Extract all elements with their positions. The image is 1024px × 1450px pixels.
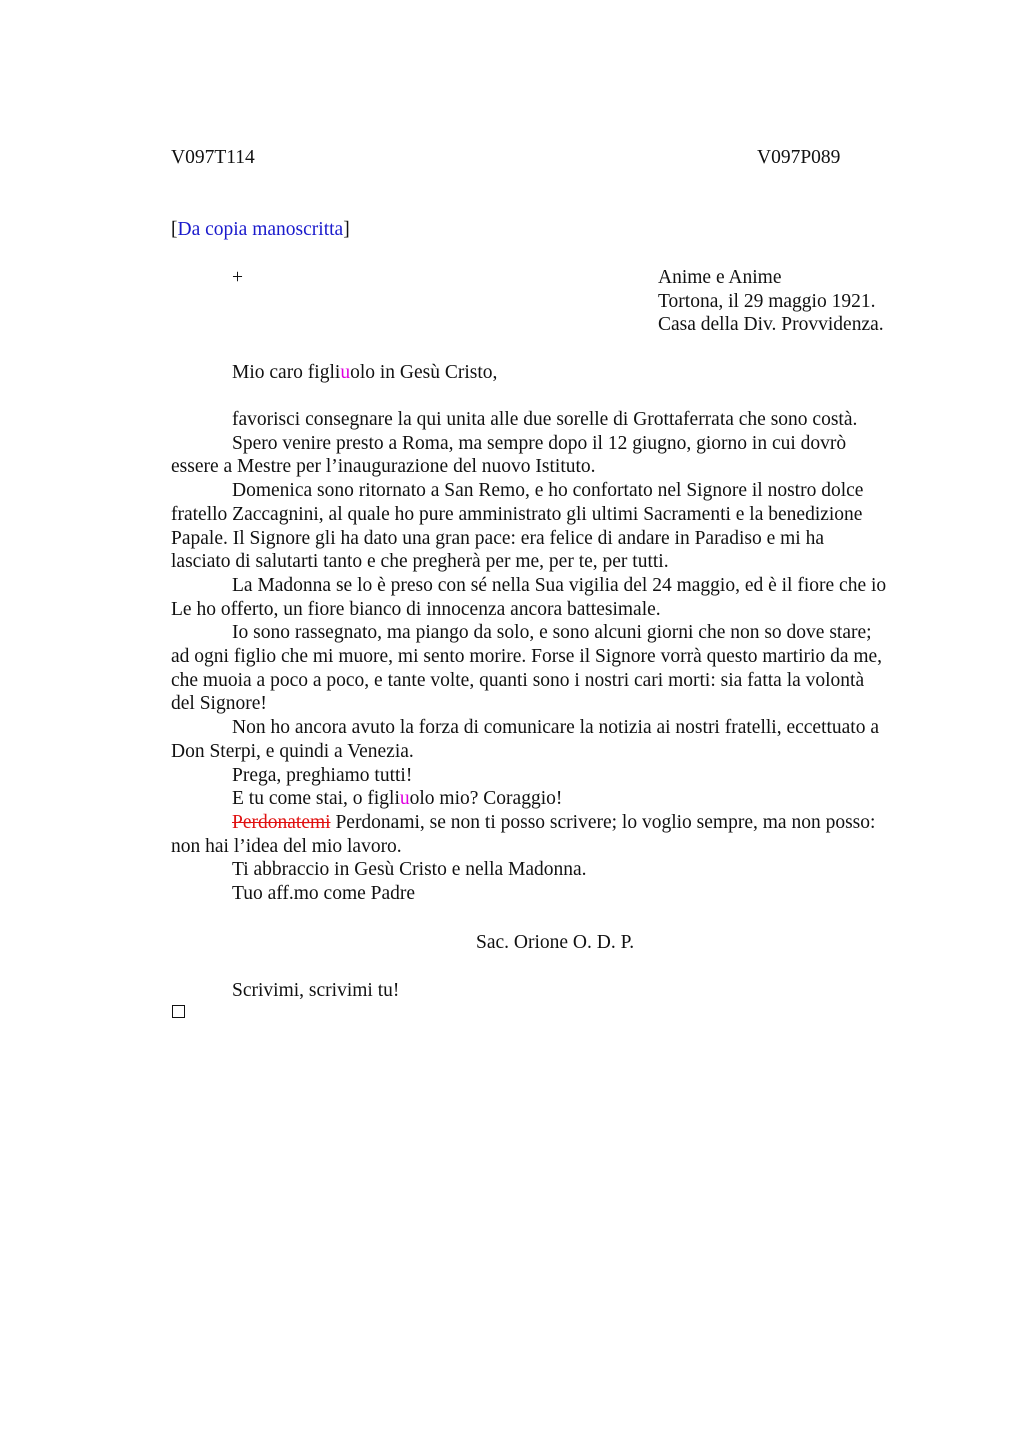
paragraph-3-line-2: fratello Zaccagnini, al quale ho pure amministrato gli ultimi Sacramenti e la benedizione xyxy=(171,503,863,525)
empty-square-icon xyxy=(172,1005,185,1018)
paragraph-5-line-3: che muoia a poco a poco, e tante volte, quanti sono i nostri cari morti: sia fatta la volontà xyxy=(171,669,865,691)
source-note-open-bracket: [ xyxy=(171,219,178,240)
paragraph-9-line-2: non hai l’idea del mio lavoro. xyxy=(171,835,402,857)
source-note xyxy=(171,218,350,242)
paragraph-5-line-1: Io sono rassegnato, ma piango da solo, e sono alcuni giorni che non so dove stare; xyxy=(232,622,872,644)
paragraph-9-struck-word: Perdonatemi xyxy=(232,811,331,833)
source-note-close-bracket: ] xyxy=(343,219,350,240)
header-left-code: V097T114 xyxy=(171,147,255,168)
salutation-after: olo in Gesù Cristo, xyxy=(350,362,498,383)
place-line-2: Tortona, il 29 maggio 1921. xyxy=(658,290,876,312)
signature: Sac. Orione O. D. P. xyxy=(476,932,635,953)
paragraph-5-line-2: ad ogni figlio che mi muore, mi sento morire. Forse il Signore vorrà questo martirio da me, xyxy=(171,646,883,668)
paragraph-11: Tuo aff.mo come Padre xyxy=(232,883,416,905)
paragraph-1: favorisci consegnare la qui unita alle due sorelle di Grottaferrata che sono costà. xyxy=(232,409,858,430)
place-line-3: Casa della Div. Provvidenza. xyxy=(658,314,884,336)
paragraph-4 xyxy=(171,574,931,621)
paragraph-2 xyxy=(171,432,931,479)
paragraph-6-line-1: Non ho ancora avuto la forza di comunicare la notizia ai nostri fratelli, eccettuato a xyxy=(232,717,880,739)
header-right-code: V097P089 xyxy=(757,147,841,168)
paragraph-3-line-4: lasciato di salutarti tanto e che pregherà per me, per te, per tutti. xyxy=(171,551,669,573)
paragraph-8-before: E tu come stai, o figli xyxy=(232,788,400,810)
paragraph-7: Prega, preghiamo tutti! xyxy=(232,764,413,786)
paragraph-9 xyxy=(171,811,931,858)
source-note-text: Da copia manoscritta xyxy=(177,219,344,240)
postscript: Scrivimi, scrivimi tu! xyxy=(232,980,400,1001)
paragraph-3 xyxy=(171,479,931,574)
cross-symbol: + xyxy=(232,267,243,288)
paragraph-3-line-1: Domenica sono ritornato a San Remo, e ho confortato nel Signore il nostro dolce xyxy=(232,480,864,502)
paragraph-4-line-2: Le ho offerto, un fiore bianco di innocenza ancora battesimale. xyxy=(171,598,661,620)
paragraph-8 xyxy=(171,787,931,811)
paragraph-9-line-1-rest: Perdonami, se non ti posso scrivere; lo voglio sempre, ma non posso: xyxy=(330,811,876,833)
salutation xyxy=(232,361,497,385)
letter-body xyxy=(171,408,931,906)
salutation-before: Mio caro figli xyxy=(232,362,341,383)
paragraph-2-line-1: Spero venire presto a Roma, ma sempre dopo il 12 giugno, giorno in cui dovrò xyxy=(232,432,847,454)
paragraph-3-line-3: Papale. Il Signore gli ha dato una gran pace: era felice di andare in Paradiso e mi ha xyxy=(171,527,824,549)
paragraph-8-after: olo mio? Coraggio! xyxy=(409,788,563,810)
salutation-inserted-letter: u xyxy=(340,362,351,383)
place-line-1: Anime e Anime xyxy=(658,267,782,288)
paragraph-2-line-2: essere a Mestre per l’inaugurazione del nuovo Istituto. xyxy=(171,456,596,478)
paragraph-4-line-1: La Madonna se lo è preso con sé nella Sua vigilia del 24 maggio, ed è il fiore che io xyxy=(232,574,887,596)
place-date-block xyxy=(658,266,884,337)
paragraph-10: Ti abbraccio in Gesù Cristo e nella Madonna. xyxy=(232,859,587,881)
paragraph-5-line-4: del Signore! xyxy=(171,693,267,715)
paragraph-6 xyxy=(171,716,931,763)
paragraph-5 xyxy=(171,621,931,716)
paragraph-6-line-2: Don Sterpi, e quindi a Venezia. xyxy=(171,740,414,762)
paragraph-8-inserted-letter: u xyxy=(399,788,410,810)
